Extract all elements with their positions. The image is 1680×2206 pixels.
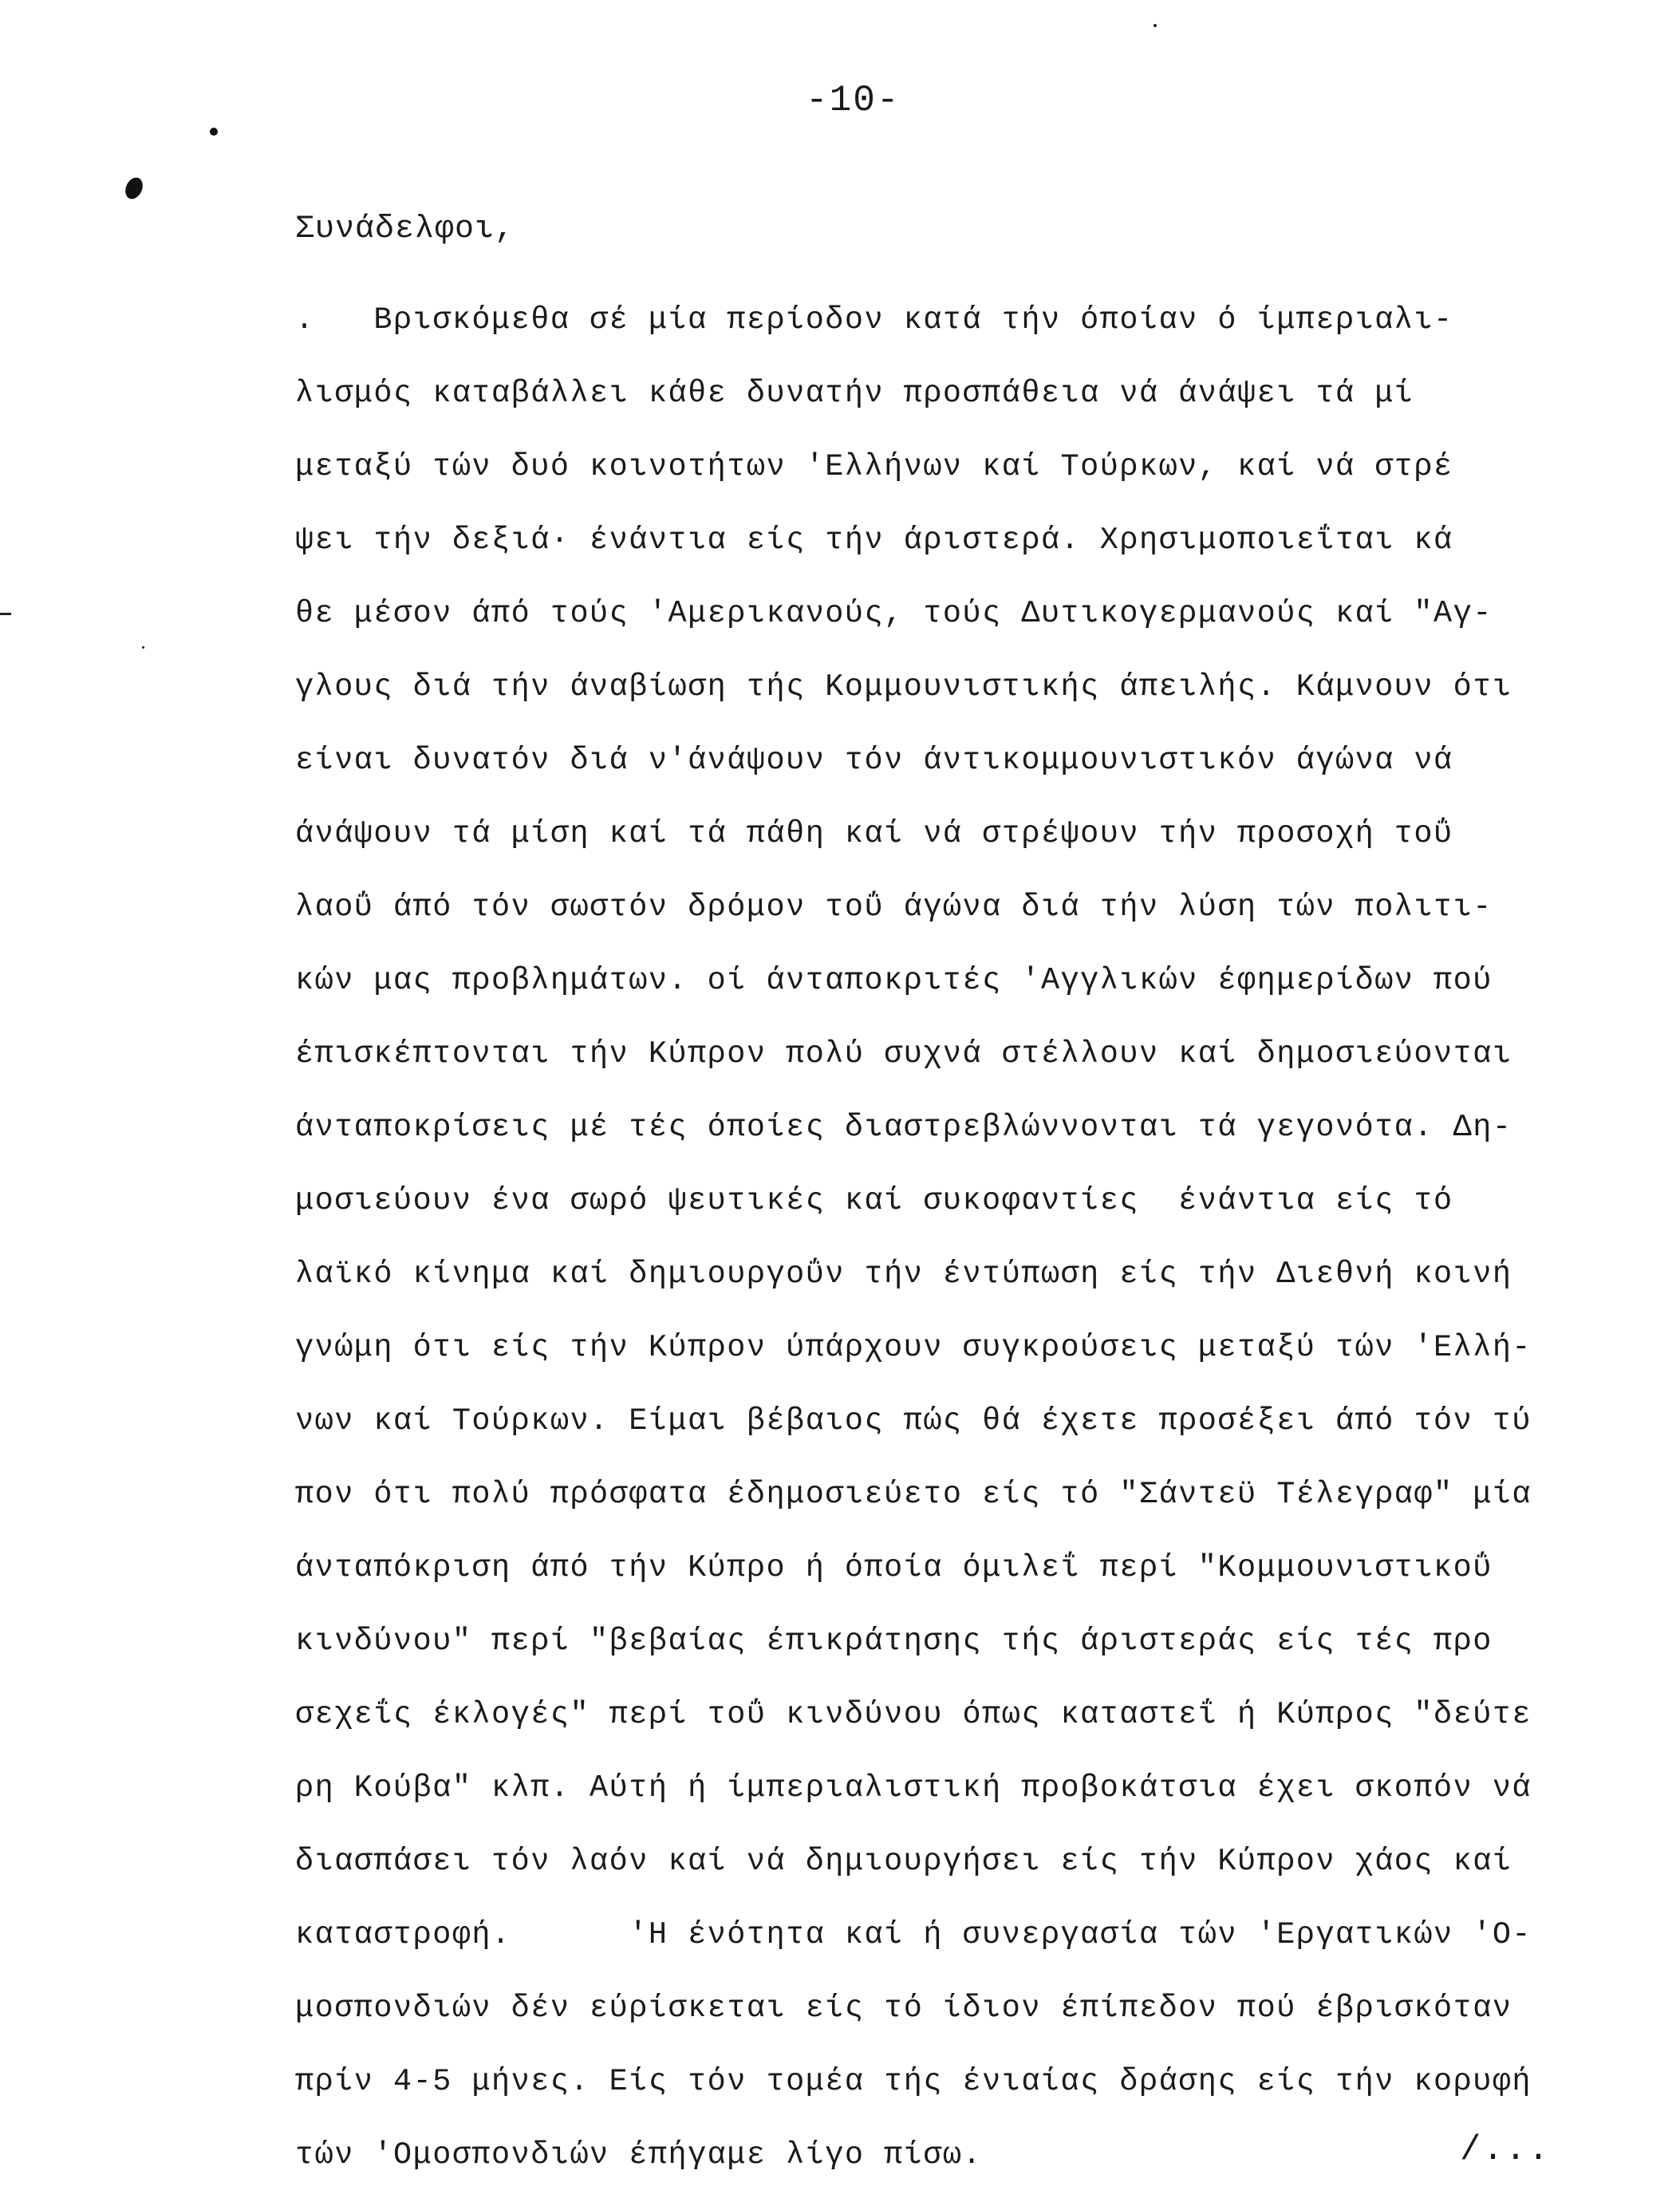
text-line: έπισκέπτονται τήν Κύπρον πολύ συχνά στέλλουν καί δημοσιεύονται [295,1036,1512,1071]
text-line: κών μας προβλημάτων. οί άνταποκριτές 'Αγγλικών έφημερίδων πού [295,963,1493,998]
text-line: πον ότι πολύ πρόσφατα έδημοσιεύετο είς τό "Σάντεϋ Τέλεγραφ" μία [295,1477,1532,1512]
text-line: μοσπονδιών δέν εύρίσκεται είς τό ίδιον έπίπεδον πού έβρισκόταν [295,1991,1512,2026]
text-line: διασπάσει τόν λαόν καί νά δημιουργήσει είς τήν Κύπρον χάος καί [295,1844,1512,1879]
text-line: πρίν 4-5 μήνες. Είς τόν τομέα τής ένιαίας δράσης είς τήν κορυφή [295,2064,1532,2099]
body-text [295,283,1603,2192]
text-line: άνταπόκριση άπό τήν Κύπρο ή όποία όμιλεΐ περί "Κομμουνιστικοΰ [295,1550,1493,1585]
text-line: . Βρισκόμεθα σέ μία περίοδον κατά τήν όποίαν ό ίμπεριαλι- [295,302,1453,337]
text-line: μοσιεύουν ένα σωρό ψευτικές καί συκοφαντίες ένάντια είς τό [295,1183,1453,1218]
text-line: τών 'Ομοσπονδιών έπήγαμε λίγο πίσω. [295,2137,983,2172]
ink-speck-mid-left [142,646,144,649]
ink-speck-top-right [1154,24,1157,27]
salutation: Συνάδελφοι, [295,211,515,247]
text-line: λαϊκό κίνημα καί δημιουργοΰν τήν έντύπωση είς τήν Διεθνή κοινή [295,1257,1512,1292]
text-line: μεταξύ τών δυό κοινοτήτων 'Ελλήνων καί Τούρκων, καί νά στρέ [295,449,1453,484]
text-line: νων καί Τούρκων. Είμαι βέβαιος πώς θά έχετε προσέξει άπό τόν τύ [295,1403,1532,1438]
margin-dash-left [0,613,11,615]
text-line: θε μέσον άπό τούς 'Αμερικανούς, τούς Δυτικογερμανούς καί "Αγ- [295,596,1493,631]
text-line: κινδύνου" περί "βεβαίας έπικράτησης τής άριστεράς είς τές προ [295,1624,1493,1659]
ink-blot-left [122,175,146,202]
ink-speck-top-left [210,128,218,136]
text-line: γλους διά τήν άναβίωση τής Κομμουνιστικής άπειλής. Κάμνουν ότι [295,669,1512,704]
text-line: καταστροφή. 'Η ένότητα καί ή συνεργασία τών 'Εργατικών 'Ο- [295,1917,1532,1952]
text-line: γνώμη ότι είς τήν Κύπρον ύπάρχουν συγκρούσεις μεταξύ τών 'Ελλή- [295,1330,1532,1365]
text-line: ρη Κούβα" κλπ. Αύτή ή ίμπεριαλιστική προβοκάτσια έχει σκοπόν νά [295,1770,1532,1805]
text-line: λαοΰ άπό τόν σωστόν δρόμον τοΰ άγώνα διά τήν λύση τών πολιτι- [295,890,1493,925]
text-line: λισμός καταβάλλει κάθε δυνατήν προσπάθεια νά άνάψει τά μί [295,376,1414,411]
text-line: είναι δυνατόν διά ν'άνάψουν τόν άντικομμουνιστικόν άγώνα νά [295,743,1453,778]
text-line: άνταποκρίσεις μέ τές όποίες διαστρεβλώννονται τά γεγονότα. Δη- [295,1110,1512,1145]
continuation-mark: /... [1460,2130,1551,2170]
text-line: άνάψουν τά μίση καί τά πάθη καί νά στρέψουν τήν προσοχή τοΰ [295,816,1453,851]
page-number: -10- [806,80,901,121]
text-line: σεχεΐς έκλογές" περί τοΰ κινδύνου όπως καταστεΐ ή Κύπρος "δεύτε [295,1697,1532,1732]
text-line: ψει τήν δεξιά· ένάντια είς τήν άριστερά. Χρησιμοποιεΐται κά [295,523,1453,558]
